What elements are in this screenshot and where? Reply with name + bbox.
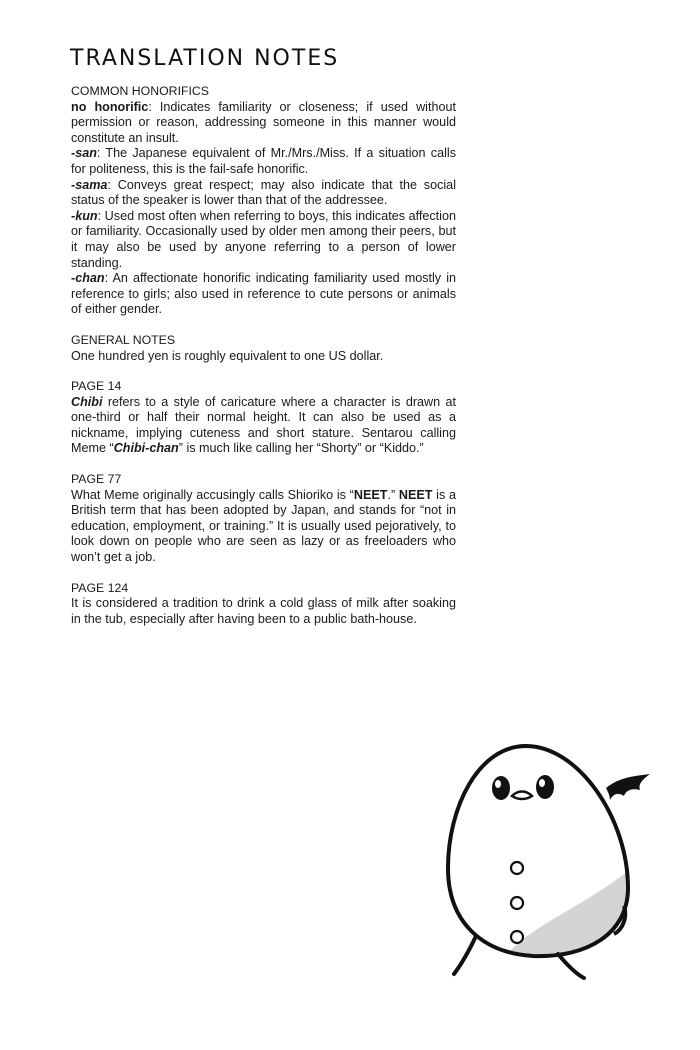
note-term: Chibi [71,394,103,409]
general-note-text: One hundred yen is roughly equivalent to one US dollar. [71,348,384,363]
honorific-entry-none [71,100,456,147]
honorific-entry-san [71,146,456,177]
note-text: .” [387,487,399,502]
section-heading-page-124: PAGE 124 [71,580,129,595]
honorific-definition: : Conveys great respect; may also indicate that the social status of the speaker is lower than that of the addressee. [71,177,456,208]
section-heading-page-14: PAGE 14 [71,379,122,394]
ghost-bat-mascot-icon [438,738,658,988]
honorific-definition: : Used most often when referring to boys, this indicates affection or familiarity. Occasionally used by older men among their peers, but it may also be used by anyone referring to a person of lower standing. [71,208,456,270]
note-term: NEET [353,487,388,502]
note-text: is a British term that has been adopted by Japan, and stands for “not in education, employment, or training.” It is usually used pejoratively, to look down on people who are seen as lazy or as freeloaders who won’t get a job. [71,487,456,565]
button-dot [511,931,523,943]
honorific-term: -kun [71,208,98,223]
honorific-definition: : The Japanese equivalent of Mr./Mrs./Miss. If a situation calls for politeness, this is the fail-safe honorific. [71,146,456,176]
note-text: ” is much like calling her “Shorty” or “Kiddo.” [178,441,424,456]
note-text: What Meme originally accusingly calls Shioriko is “ [71,487,354,502]
note-term: NEET [398,487,433,502]
honorific-entry-kun [71,209,456,271]
button-dot [511,897,523,909]
honorific-term: -sama [71,177,108,192]
section-heading-general: GENERAL NOTES [71,332,176,347]
page-77-note [71,488,456,566]
page-14-note [71,395,456,457]
honorific-term: no honorific [71,99,149,114]
honorific-term: -san [71,146,97,161]
page-124-note: It is considered a tradition to drink a cold glass of milk after soaking in the tub, especially after having been to a public bath-house. [71,596,456,626]
note-text: refers to a style of caricature where a character is drawn at one-third or half their normal height. It can also be used as a nickname, implying cuteness and short stature. Sentarou calling Meme “ [71,394,456,456]
honorific-entry-chan [71,271,456,318]
bat-wing-icon [606,774,650,800]
honorific-definition: : An affectionate honorific indicating familiarity used mostly in reference to girls; also used in reference to cute persons or animals of either gender. [71,271,456,317]
button-dot [511,862,523,874]
honorific-entry-sama [71,178,456,209]
honorific-definition: : Indicates familiarity or closeness; if used without permission or reason, addressing someone in this manner would constitute an insult. [71,99,456,145]
honorific-term: -chan [71,271,105,286]
note-term: Chibi-chan [113,441,179,456]
section-heading-honorifics: COMMON HONORIFICS [71,84,209,98]
section-heading-page-77: PAGE 77 [71,472,122,487]
notes-body [71,84,456,627]
page-title: TRANSLATION NOTES [70,46,340,71]
